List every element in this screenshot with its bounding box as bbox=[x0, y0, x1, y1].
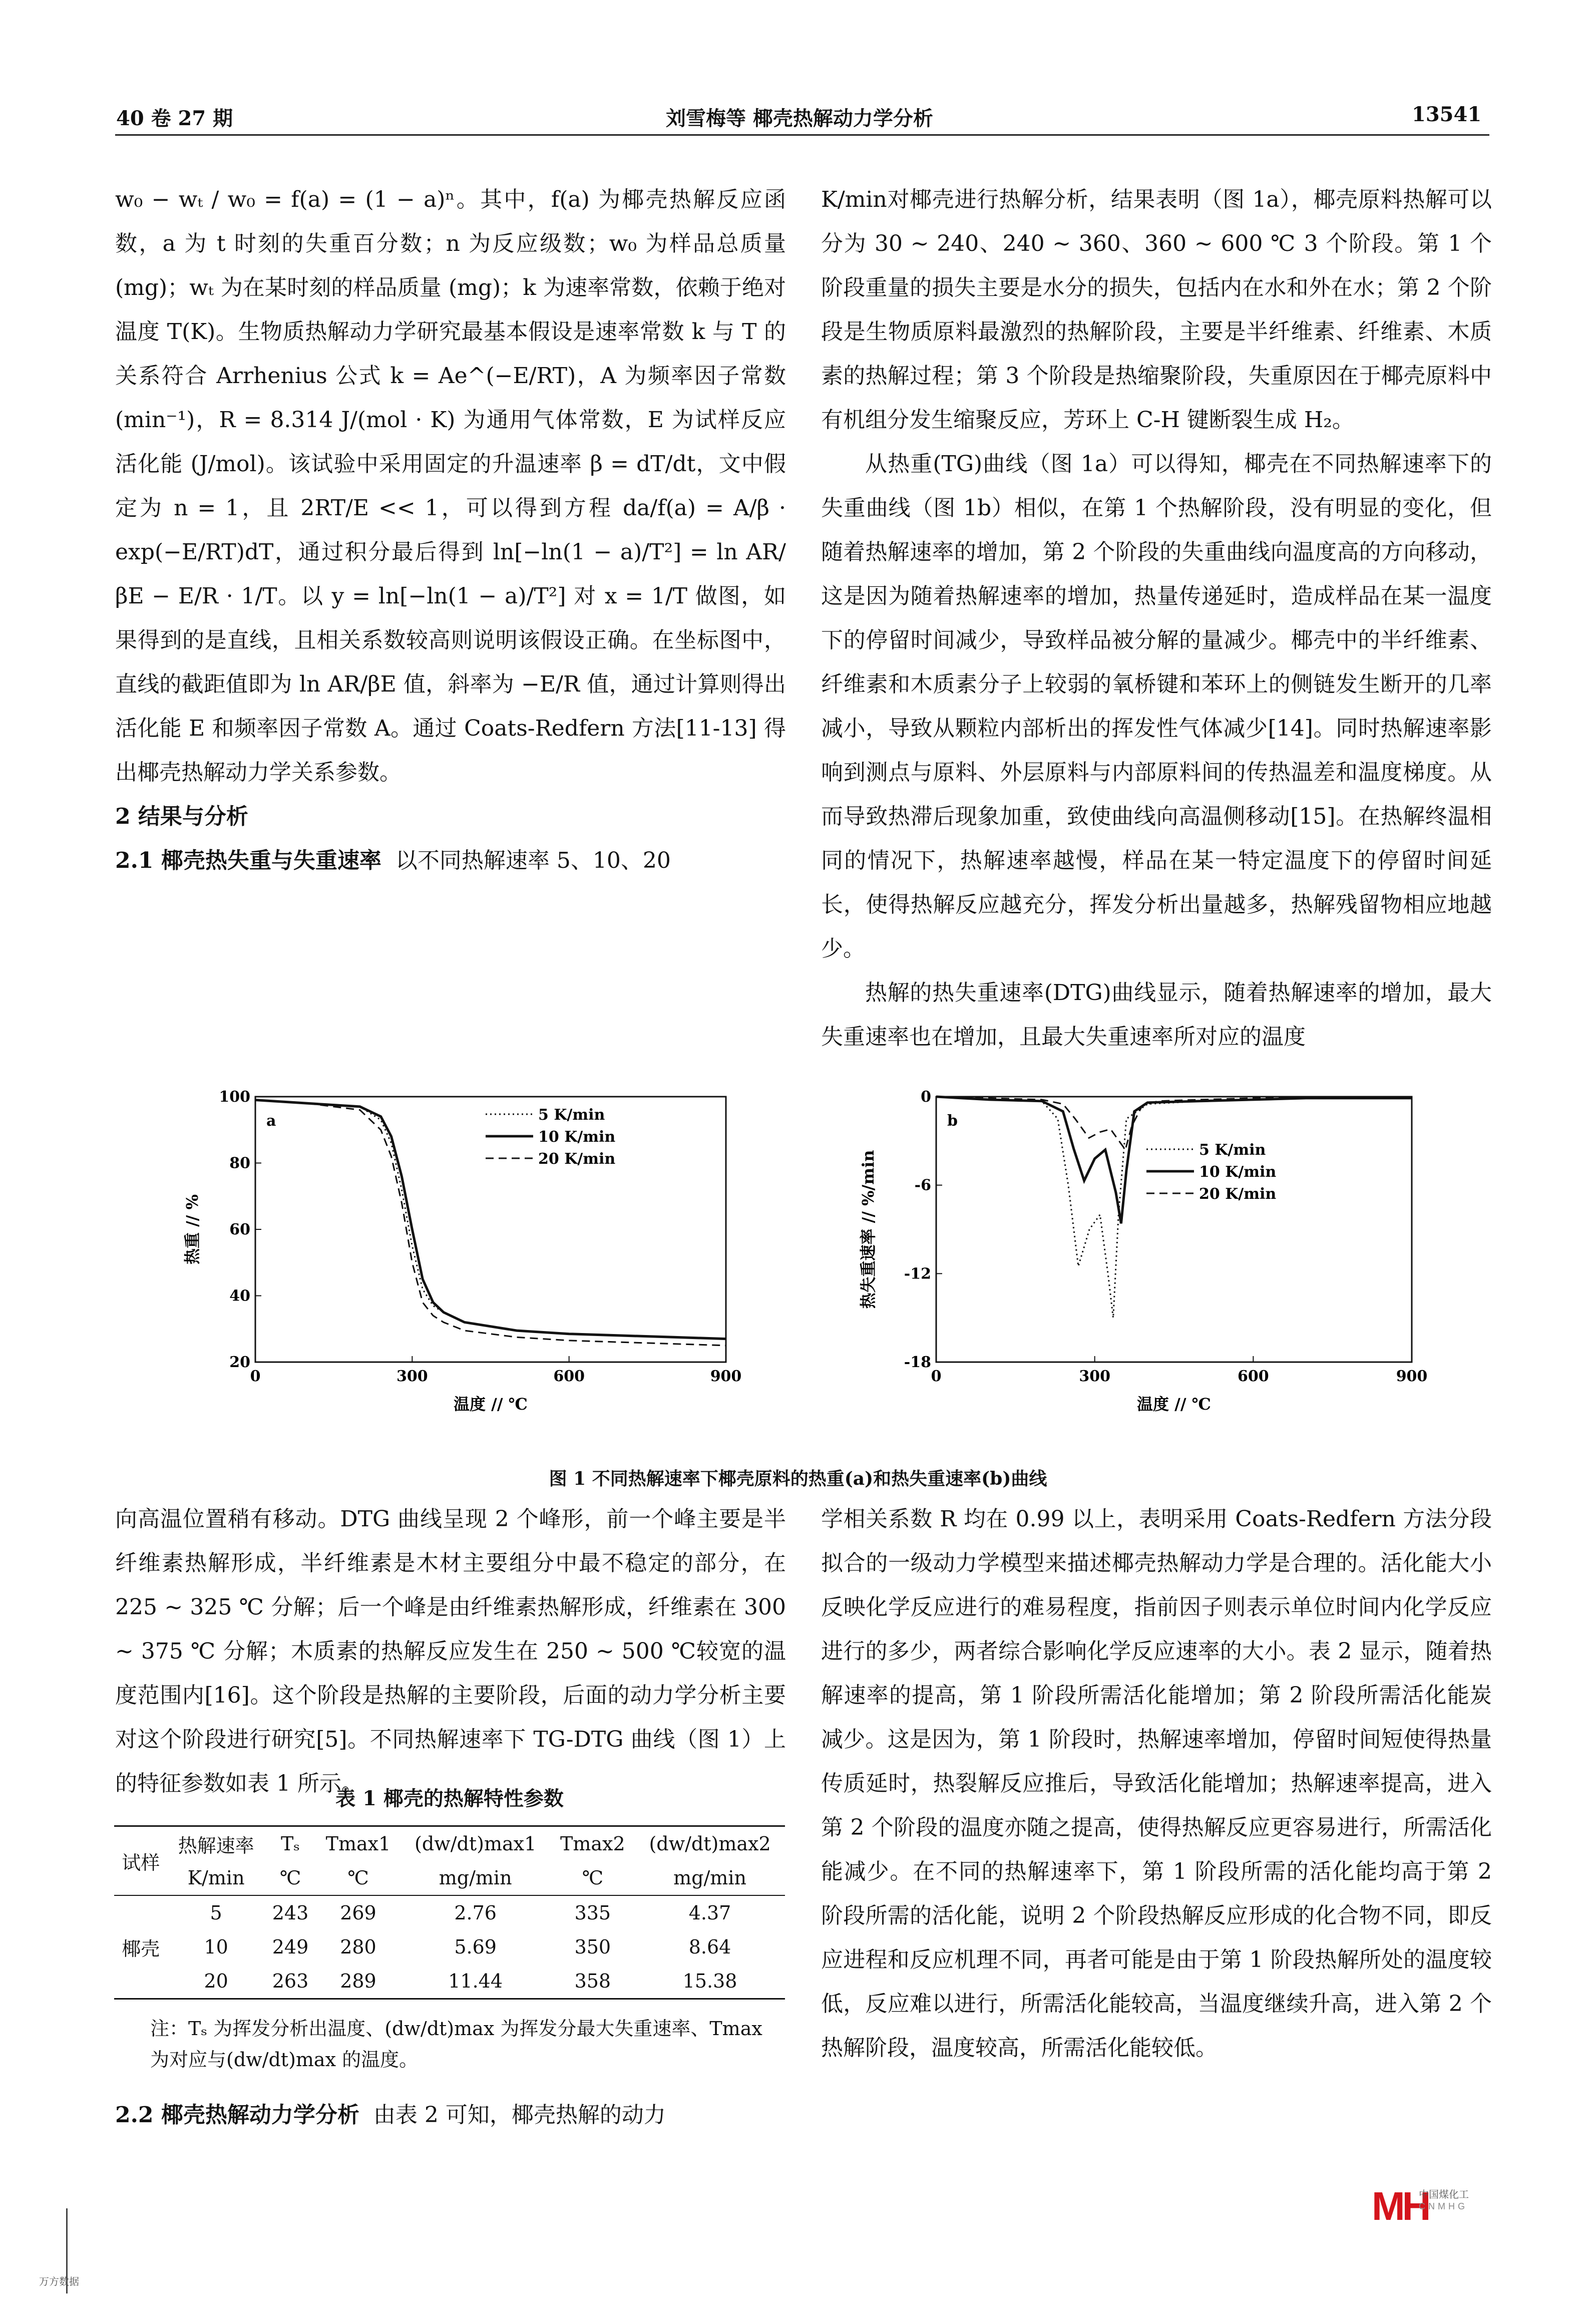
table-cell: 335 bbox=[574, 1902, 611, 1924]
table-cell: 249 bbox=[272, 1936, 309, 1958]
bottom-right-column bbox=[821, 1497, 1492, 2070]
table-cell: 243 bbox=[272, 1902, 309, 1924]
table-cell: 350 bbox=[574, 1936, 611, 1958]
logo-mark: MH bbox=[1372, 2184, 1428, 2228]
table-sample: 椰壳 bbox=[122, 1937, 160, 1960]
y-tick-label: -12 bbox=[904, 1265, 931, 1283]
table-unit: K/min bbox=[187, 1867, 245, 1889]
table-cell: 358 bbox=[574, 1970, 611, 1992]
publisher-logo bbox=[1372, 2183, 1469, 2229]
table-cell: 263 bbox=[272, 1970, 309, 1992]
series-line-5-k-min bbox=[936, 1097, 1412, 1318]
table-cell: 5.69 bbox=[454, 1936, 497, 1958]
table-1-note: 注：Tₛ 为挥发分析出温度、(dw/dt)max 为挥发分最大失重速率、Tmax 为对应与(dw/dt)max 的温度。 bbox=[150, 2018, 762, 2071]
figure-1a-tg-chart bbox=[165, 1087, 766, 1437]
table-row bbox=[114, 1930, 785, 1964]
table-cell: 20 bbox=[204, 1970, 228, 1992]
page-number: 13541 bbox=[1412, 103, 1482, 126]
table-header: (dw/dt)max1 bbox=[415, 1833, 537, 1855]
x-tick-label: 600 bbox=[553, 1368, 585, 1385]
table-header: 试样 bbox=[122, 1851, 160, 1874]
table-cell: 8.64 bbox=[688, 1936, 731, 1958]
table-cell: 10 bbox=[204, 1936, 228, 1958]
y-tick-label: -6 bbox=[914, 1176, 931, 1194]
x-tick-label: 0 bbox=[250, 1368, 261, 1385]
figure-caption: 图 1 不同热解速率下椰壳原料的热重(a)和热失重速率(b)曲线 bbox=[549, 1468, 1047, 1489]
table-cell: 15.38 bbox=[682, 1970, 737, 1992]
table-unit: ℃ bbox=[279, 1867, 301, 1889]
table-unit: ℃ bbox=[582, 1867, 604, 1889]
panel-label: a bbox=[266, 1112, 276, 1130]
table-1 bbox=[114, 1825, 785, 2000]
section-2-1-text: 以不同热解速率 5、10、20 bbox=[395, 848, 671, 873]
x-tick-label: 900 bbox=[1396, 1368, 1428, 1385]
section-2-2-heading: 2.2 椰壳热解动力学分析 bbox=[115, 2102, 359, 2128]
section-2-2-text: 由表 2 可知，椰壳热解的动力 bbox=[373, 2102, 666, 2128]
stage-paragraph: K/min对椰壳进行热解分析，结果表明（图 1a），椰壳原料热解可以分为 30 ~ 240、240 ~ 360、360 ~ 600 ℃ 3 个阶段。第 1 个阶段重量的损失主要是水分的损失，包括内在水和外在水；第 2 个阶段是生物质原料最激烈的热解阶段，主要是半纤维素、纤维素、木质素的热解过程；第 3 个阶段是热缩聚阶段，失重原因在于椰壳原料中有机组分发生缩聚反应，芳环上 C-H 键断裂生成 H₂。 bbox=[821, 187, 1492, 433]
x-tick-label: 600 bbox=[1238, 1368, 1269, 1385]
x-axis-label: 温度 // ℃ bbox=[1136, 1395, 1212, 1414]
panel-label: b bbox=[947, 1112, 958, 1130]
left-column bbox=[115, 178, 786, 883]
series-line-20-k-min bbox=[936, 1097, 1412, 1150]
y-tick-label: 60 bbox=[229, 1221, 250, 1238]
figure-1b-dtg-chart bbox=[851, 1087, 1452, 1437]
table-cell: 2.76 bbox=[454, 1902, 497, 1924]
dtg-paragraph: 热解的热失重速率(DTG)曲线显示，随着热解速率的增加，最大失重速率也在增加，且最大失重速率所对应的温度 bbox=[821, 980, 1492, 1050]
table-header: Tₛ bbox=[280, 1833, 300, 1855]
section-2-1-heading: 2.1 椰壳热失重与失重速率 bbox=[115, 848, 381, 873]
y-tick-label: 80 bbox=[229, 1154, 250, 1172]
table-cell: 289 bbox=[340, 1970, 376, 1992]
y-tick-label: 40 bbox=[229, 1287, 250, 1305]
section-2-1-line bbox=[115, 839, 786, 883]
dtg-continuation-paragraph: 向高温位置稍有移动。DTG 曲线呈现 2 个峰形，前一个峰主要是半纤维素热解形成，半纤维素是木材主要组分中最不稳定的部分，在 225 ~ 325 ℃ 分解；后一个峰是由纤维素热解形成，纤维素在 300 ~ 375 ℃ 分解；木质素的热解反应发生在 250 ~ 500 ℃较宽的温度范围内[16]。这个阶段是热解的主要阶段，后面的动力学分析主要对这个阶段进行研究[5]。不同热解速率下 TG-DTG 曲线（图 1）上的特征参数如表 1 所示。 bbox=[115, 1506, 786, 1796]
table-cell: 269 bbox=[340, 1902, 376, 1924]
bottom-left-column bbox=[115, 1497, 786, 1806]
table-header: Tmax1 bbox=[325, 1833, 391, 1855]
legend-label: 5 K/min bbox=[1199, 1141, 1266, 1159]
legend-label: 5 K/min bbox=[538, 1106, 605, 1124]
y-tick-label: 0 bbox=[921, 1088, 931, 1106]
table-header: (dw/dt)max2 bbox=[649, 1833, 771, 1855]
header-rule bbox=[115, 134, 1489, 136]
table-unit: ℃ bbox=[347, 1867, 369, 1889]
table-header: Tmax2 bbox=[560, 1833, 625, 1855]
y-axis-label: 热失重速率 // %/min bbox=[859, 1150, 878, 1309]
y-tick-label: 100 bbox=[219, 1088, 250, 1106]
table-row bbox=[114, 1895, 785, 1930]
legend-label: 20 K/min bbox=[538, 1150, 616, 1168]
kinetics-paragraph: 学相关系数 R 均在 0.99 以上，表明采用 Coats-Redfern 方法分段拟合的一级动力学模型来描述椰壳热解动力学是合理的。活化能大小反映化学反应进行的难易程度，指前因子则表示单位时间内化学反应进行的多少，两者综合影响化学反应速率的大小。表 2 显示，随着热解速率的提高，第 1 阶段所需活化能增加；第 2 阶段所需活化能炭减少。这是因为，第 1 阶段时，热解速率增加，停留时间短使得热量传质延时，热裂解反应推后，导致活化能增加；热解速率提高，进入第 2 个阶段的温度亦随之提高，使得热解反应更容易进行，所需活化能减少。在不同的热解速率下，第 1 阶段所需的活化能均高于第 2 阶段所需的活化能，说明 2 个阶段热解反应形成的化合物不同，即反应进程和反应机理不同，再者可能是由于第 1 阶段热解所处的温度较低，反应难以进行，所需活化能较高，当温度继续升高，进入第 2 个热解阶段，温度较高，所需活化能较低。 bbox=[821, 1506, 1492, 2061]
wanfang-watermark: 万方数据 bbox=[39, 2275, 79, 2287]
x-tick-label: 300 bbox=[396, 1368, 428, 1385]
table-cell: 5 bbox=[210, 1902, 222, 1924]
table-unit: mg/min bbox=[673, 1867, 746, 1889]
x-tick-label: 0 bbox=[931, 1368, 942, 1385]
table-header: 热解速率 bbox=[178, 1834, 254, 1857]
running-header-issue: 40 卷 27 期 bbox=[116, 107, 233, 130]
y-axis-label: 热重 // % bbox=[183, 1194, 202, 1265]
right-column bbox=[821, 178, 1492, 1059]
plot-frame bbox=[936, 1097, 1412, 1362]
legend-label: 10 K/min bbox=[538, 1128, 616, 1146]
table-1-caption: 表 1 椰壳的热解特性参数 bbox=[335, 1787, 564, 1810]
methods-paragraph: w₀ − wₜ / w₀ = f(a) = (1 − a)ⁿ。其中，f(a) 为椰壳热解反应函数，a 为 t 时刻的失重百分数；n 为反应级数；w₀ 为样品总质量 (mg)；wₜ 为在某时刻的样品质量 (mg)；k 为速率常数，依赖于绝对温度 T(K)。生物质热解动力学研究最基本假设是速率常数 k 与 T 的关系符合 Arrhenius 公式 k = Ae^(−E/RT)，A 为频率因子常数 (min⁻¹)，R = 8.314 J/(mol · K) 为通用气体常数，E 为试样反应活化能 (J/mol)。该试验中采用固定的升温速率 β = dT/dt，文中假定为 n = 1，且 2RT/E << 1，可以得到方程 da/f(a) = A/β · exp(−E/RT)dT，通过积分最后得到 ln[−ln(1 − a)/T²] = ln AR/βE − E/R · 1/T。以 y = ln[−ln(1 − a)/T²] 对 x = 1/T 做图，如果得到的是直线，且相关系数较高则说明该假设正确。在坐标图中，直线的截距值即为 ln AR/βE 值，斜率为 −E/R 值，通过计算则得出活化能 E 和频率因子常数 A。通过 Coats-Redfern 方法[11-13] 得出椰壳热解动力学关系参数。 bbox=[115, 187, 786, 785]
table-row bbox=[114, 1964, 785, 1999]
series-line-10-k-min bbox=[936, 1097, 1412, 1223]
legend-label: 20 K/min bbox=[1199, 1185, 1277, 1203]
tg-paragraph: 从热重(TG)曲线（图 1a）可以得知，椰壳在不同热解速率下的失重曲线（图 1b）相似，在第 1 个热解阶段，没有明显的变化，但随着热解速率的增加，第 2 个阶段的失重曲线向温度高的方向移动，这是因为随着热解速率的增加，热量传递延时，造成样品在某一温度下的停留时间减少，导致样品被分解的量减少。椰壳中的半纤维素、纤维素和木质素分子上较弱的氧桥键和苯环上的侧链发生断开的几率减小，导致从颗粒内部析出的挥发性气体减少[14]。同时热解速率影响到测点与原料、外层原料与内部原料间的传热温差和温度梯度。从而导致热滞后现象加重，致使曲线向高温侧移动[15]。在热解终温相同的情况下，热解速率越慢，样品在某一特定温度下的停留时间延长，使得热解反应越充分，挥发分析出量越多，热解残留物相应地越少。 bbox=[821, 451, 1492, 961]
running-header-title: 刘雪梅等 椰壳热解动力学分析 bbox=[666, 107, 933, 130]
table-unit: mg/min bbox=[439, 1867, 512, 1889]
logo-subtext: CNMHG bbox=[1419, 2201, 1468, 2211]
table-cell: 280 bbox=[340, 1936, 376, 1958]
x-tick-label: 900 bbox=[710, 1368, 742, 1385]
x-axis-label: 温度 // ℃ bbox=[453, 1395, 528, 1414]
y-tick-label: 20 bbox=[229, 1354, 250, 1371]
legend-label: 10 K/min bbox=[1199, 1163, 1277, 1181]
section-2-2 bbox=[115, 2093, 786, 2137]
x-tick-label: 300 bbox=[1079, 1368, 1110, 1385]
logo-text: 中国煤化工 bbox=[1419, 2189, 1469, 2200]
table-cell: 11.44 bbox=[448, 1970, 503, 1992]
y-tick-label: -18 bbox=[904, 1354, 931, 1371]
table-cell: 4.37 bbox=[688, 1902, 731, 1924]
section-2-heading: 2 结果与分析 bbox=[115, 804, 248, 829]
